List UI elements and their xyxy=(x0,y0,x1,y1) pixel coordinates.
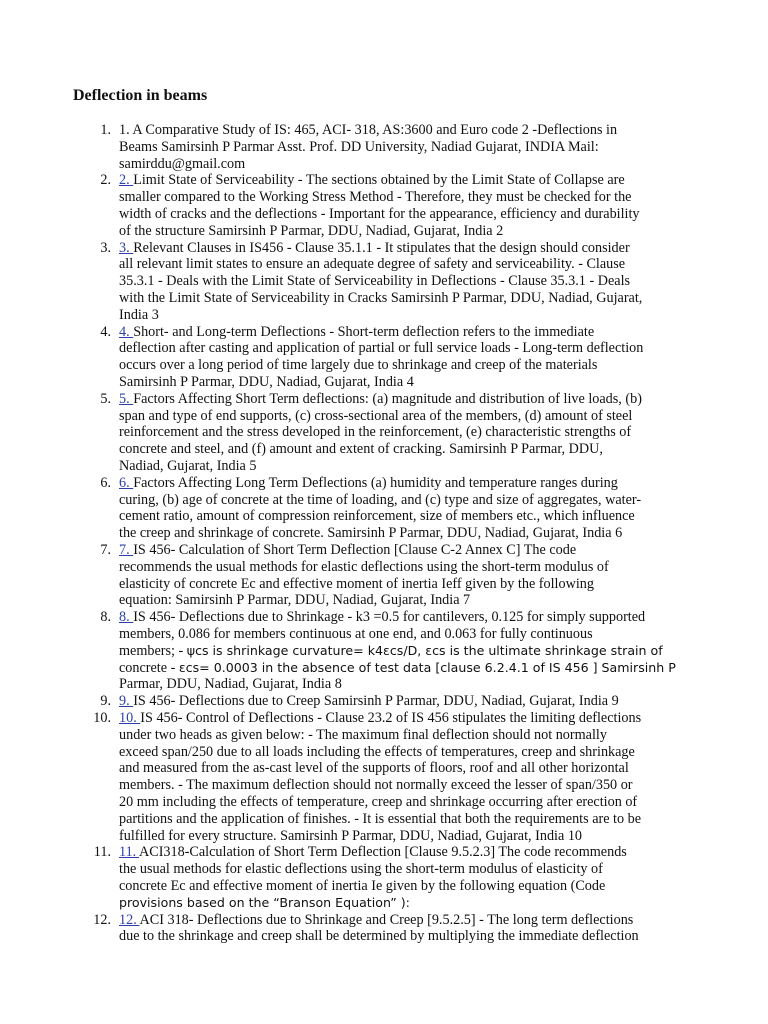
text-line xyxy=(119,256,696,273)
list-item-number: 7. xyxy=(100,542,111,558)
list-item-text xyxy=(119,912,696,946)
text-line xyxy=(119,240,696,257)
text-line xyxy=(119,122,696,139)
text-line xyxy=(119,408,696,425)
text-run: all relevant limit states to ensure an adequate degree of safety and serviceability. - Clause xyxy=(119,256,626,273)
text-run: Nadiad, Gujarat, India 5 xyxy=(119,457,257,474)
text-run: 35.3.1 - Deals with the Limit State of Serviceability in Deflections - Clause 35.3.1 - Deals xyxy=(119,273,631,290)
list-item-number: 1. xyxy=(100,122,111,138)
text-run: samirddu@gmail.com xyxy=(119,155,246,172)
text-run: members. - The maximum deflection should not normally exceed the lesser of span/350 or xyxy=(119,777,633,794)
list-item-text xyxy=(119,609,696,693)
text-run: smaller compared to the Working Stress Method - Therefore, they must be checked for the xyxy=(119,189,632,206)
slide-link[interactable]: 7. xyxy=(119,542,134,558)
text-line xyxy=(119,458,696,475)
list-item-text xyxy=(119,844,696,911)
text-run: Parmar, DDU, Nadiad, Gujarat, India 8 xyxy=(119,676,342,693)
text-line xyxy=(119,424,696,441)
text-line xyxy=(119,660,696,677)
text-run: IS 456- Deflections due to Creep Samirsinh P Parmar, DDU, Nadiad, Gujarat, India 9 xyxy=(133,693,619,710)
text-line xyxy=(119,693,696,710)
text-line xyxy=(119,760,696,777)
text-run: concrete - xyxy=(119,659,179,676)
text-line xyxy=(119,811,696,828)
text-run: elasticity of concrete Ec and effective moment of inertia Ieff given by the following xyxy=(119,575,594,592)
text-run: 1. A Comparative Study of IS: 465, ACI- 318, AS:3600 and Euro code 2 -Deflections in xyxy=(119,122,618,138)
text-line xyxy=(119,609,696,626)
text-line xyxy=(119,559,696,576)
text-run: partitions and the application of finishes. - It is essential that both the requirements are to be xyxy=(119,810,642,827)
text-run: and measured from the as-cast level of the supports of floors, roof and all other horizontal xyxy=(119,760,629,777)
text-run: members; - xyxy=(119,642,187,659)
list-item-text xyxy=(119,240,696,324)
text-line xyxy=(119,828,696,845)
text-run: curing, (b) age of concrete at the time of loading, and (c) type and size of aggregates, water- xyxy=(119,491,642,508)
slide-link[interactable]: 11. xyxy=(119,844,139,861)
text-run: concrete Ec and effective moment of inertia Ie given by the following equation (Code xyxy=(119,877,606,894)
list-item-text xyxy=(119,693,696,710)
text-run: IS 456- Control of Deflections - Clause 23.2 of IS 456 stipulates the limiting deflections xyxy=(140,710,642,726)
text-run: India 3 xyxy=(119,306,159,323)
text-line xyxy=(119,727,696,744)
list-item-number: 5. xyxy=(100,390,111,407)
text-run: exceed span/250 due to all loads including the effects of temperatures, creep and shrinkage xyxy=(119,743,635,760)
list-item-number: 11. xyxy=(93,844,111,861)
slide-link[interactable]: 8. xyxy=(119,609,134,626)
text-line xyxy=(119,156,696,173)
text-run: Limit State of Serviceability - The sections obtained by the Limit State of Collapse are xyxy=(133,172,625,189)
text-line xyxy=(119,912,696,929)
list-item-number: 8. xyxy=(100,609,111,626)
slide-link[interactable]: 2. xyxy=(119,172,134,189)
text-run: ACI318-Calculation of Short Term Deflection [Clause 9.5.2.3] The code recommends xyxy=(138,844,627,861)
text-line xyxy=(119,189,696,206)
formula-text: εcs= 0.0003 in the absence of test data [clause 6.2.4.1 of IS 456 ] Samirsinh P xyxy=(178,659,676,675)
text-run: Relevant Clauses in IS456 - Clause 35.1.1 - It stipulates that the design should consider xyxy=(133,239,630,256)
slide-link[interactable]: 3. xyxy=(119,239,134,256)
text-run: span and type of end supports, (c) cross-sectional area of the members, (d) amount of steel xyxy=(119,407,633,424)
text-line xyxy=(119,844,696,861)
text-run: deflection after casting and application of partial or full service loads - Long-term deflection xyxy=(119,340,644,357)
text-run: IS 456- Calculation of Short Term Deflection [Clause C-2 Annex C] The code xyxy=(133,542,577,558)
text-line xyxy=(119,744,696,761)
list-item-text xyxy=(119,475,696,542)
text-line xyxy=(119,542,696,559)
text-line xyxy=(119,391,696,408)
text-run: equation: Samirsinh P Parmar, DDU, Nadiad, Gujarat, India 7 xyxy=(119,592,471,609)
text-line xyxy=(119,172,696,189)
formula-text: provisions based on the “Branson Equation” ): xyxy=(119,894,410,910)
text-line xyxy=(119,273,696,290)
text-run: recommends the usual methods for elastic deflections using the short-term modulus of xyxy=(119,558,609,575)
text-run: ACI 318- Deflections due to Shrinkage and Creep [9.5.2.5] - The long term deflections xyxy=(139,911,634,928)
text-line xyxy=(119,794,696,811)
list-item-number: 2. xyxy=(100,172,111,189)
text-run: Factors Affecting Long Term Deflections (a) humidity and temperature ranges during xyxy=(133,474,618,491)
list-item-number: 10. xyxy=(93,710,111,726)
text-run: under two heads as given below: - The maximum final deflection should not normally xyxy=(119,726,607,743)
text-line xyxy=(119,878,696,895)
text-run: Samirsinh P Parmar, DDU, Nadiad, Gujarat, India 4 xyxy=(119,373,414,390)
list-item-number: 3. xyxy=(100,239,111,256)
text-line xyxy=(119,895,696,912)
list-item-text xyxy=(119,122,696,172)
text-line xyxy=(119,576,696,593)
text-line xyxy=(119,861,696,878)
text-line xyxy=(119,357,696,374)
text-line xyxy=(119,139,696,156)
text-run: the usual methods for elastic deflections using the short-term modulus of elasticity of xyxy=(119,861,603,878)
text-line xyxy=(119,324,696,341)
text-line xyxy=(119,307,696,324)
list-item-number: 4. xyxy=(100,323,111,340)
text-line xyxy=(119,508,696,525)
text-line xyxy=(119,206,696,223)
text-line xyxy=(119,475,696,492)
list-item-text xyxy=(119,391,696,475)
text-line xyxy=(119,492,696,509)
text-run: members, 0.086 for members continuous at one end, and 0.063 for fully continuous xyxy=(119,625,593,642)
slide-link[interactable]: 10. xyxy=(119,710,141,726)
text-run: 20 mm including the effects of temperature, creep and shrinkage occurring after erection of xyxy=(119,793,638,810)
text-line xyxy=(119,626,696,643)
text-line xyxy=(119,223,696,240)
text-run: IS 456- Deflections due to Shrinkage - k3 =0.5 for cantilevers, 0.125 for simply supported xyxy=(133,609,646,626)
text-line xyxy=(119,643,696,660)
text-run: due to the shrinkage and creep shall be determined by multiplying the immediate deflection xyxy=(119,928,639,945)
list-item-text xyxy=(119,172,696,239)
text-run: cement ratio, amount of compression reinforcement, size of members etc., which influence xyxy=(119,508,635,525)
list-item-number: 12. xyxy=(93,911,111,928)
text-line xyxy=(119,676,696,693)
text-run: Short- and Long-term Deflections - Short-term deflection refers to the immediate xyxy=(133,323,595,340)
slide-link[interactable]: 4. xyxy=(119,323,134,340)
text-run: reinforcement and the stress developed in the reinforcement, (e) characteristic strengths of xyxy=(119,424,632,441)
text-line xyxy=(119,928,696,945)
text-run: concrete and steel, and (f) amount and extent of cracking. Samirsinh P Parmar, DDU, xyxy=(119,441,603,458)
text-line xyxy=(119,441,696,458)
text-line xyxy=(119,340,696,357)
text-line xyxy=(119,525,696,542)
text-run: occurs over a long period of time largely due to shrinkage and creep of the materials xyxy=(119,357,598,374)
slide-link[interactable]: 9. xyxy=(119,693,134,710)
slide-link[interactable]: 5. xyxy=(119,390,134,407)
text-line xyxy=(119,374,696,391)
formula-text: ψcs is shrinkage curvature= k4εcs/D, εcs is the ultimate shrinkage strain of xyxy=(186,642,663,658)
slide-link[interactable]: 6. xyxy=(119,474,134,491)
text-run: the creep and shrinkage of concrete. Samirsinh P Parmar, DDU, Nadiad, Gujarat, India 6 xyxy=(119,525,623,542)
page-title: Deflection in beams xyxy=(73,87,208,104)
text-run: fulfilled for every structure. Samirsinh P Parmar, DDU, Nadiad, Gujarat, India 10 xyxy=(119,827,583,844)
list-item-text xyxy=(119,324,696,391)
text-line xyxy=(119,290,696,307)
list-item-text xyxy=(119,710,696,844)
text-run: width of cracks and the deflections - Important for the appearance, efficiency and durability xyxy=(119,205,640,222)
text-run: Beams Samirsinh P Parmar Asst. Prof. DD University, Nadiad Gujarat, INDIA Mail: xyxy=(119,138,599,155)
list-item-text xyxy=(119,542,696,609)
text-run: of the structure Samirsinh P Parmar, DDU, Nadiad, Gujarat, India 2 xyxy=(119,222,504,239)
text-line xyxy=(119,592,696,609)
list-item-number: 9. xyxy=(100,693,111,710)
text-run: with the Limit State of Serviceability in Cracks Samirsinh P Parmar, DDU, Nadiad, Gujarat, xyxy=(119,289,643,306)
text-line xyxy=(119,710,696,727)
text-run: Factors Affecting Short Term deflections: (a) magnitude and distribution of live loads, (b) xyxy=(133,390,642,407)
text-line xyxy=(119,777,696,794)
slide-link[interactable]: 12. xyxy=(119,911,140,928)
list-item-number: 6. xyxy=(100,474,111,491)
